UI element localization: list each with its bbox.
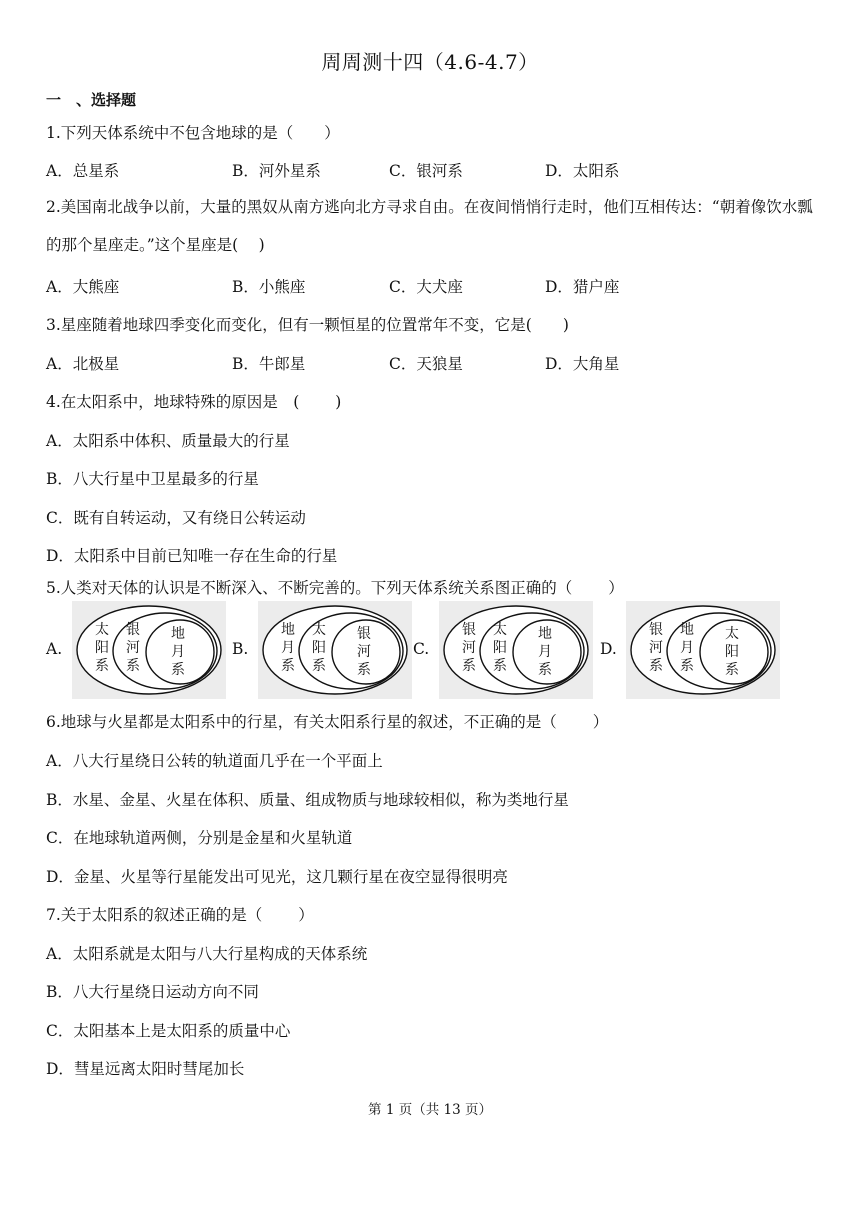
svg-text:太: 太 (493, 622, 507, 638)
svg-text:阳: 阳 (493, 640, 507, 656)
question-6-option-c: C．在地球轨道两侧，分别是金星和火星轨道 (46, 829, 353, 847)
diagram-d-outer-label (649, 622, 663, 674)
question-5-option-a: A. (46, 640, 63, 658)
question-1-option-a: A．总星系 (46, 162, 120, 180)
svg-text:系: 系 (312, 658, 326, 674)
diagram-c-middle-label (493, 621, 507, 674)
svg-text:地: 地 (680, 622, 694, 638)
diagram-d (626, 601, 780, 699)
question-5-stem: 5.人类对天体的认识是不断深入、不断完善的。下列天体系统关系图正确的（ ） (46, 579, 624, 597)
svg-text:阳: 阳 (95, 640, 109, 656)
svg-text:河: 河 (126, 640, 140, 656)
diagram-c-outer-label (462, 622, 476, 674)
question-6-option-d: D．金星、火星等行星能发出可见光，这几颗行星在夜空显得很明亮 (46, 868, 508, 886)
svg-text:系: 系 (680, 658, 694, 674)
question-2-stem: 2.美国南北战争以前，大量的黑奴从南方逃向北方寻求自由。在夜间悄悄行走时，他们互相传达：“朝着像饮水瓢的那个星座走。”这个星座是( ) (46, 198, 813, 254)
question-3-option-c: C．天狼星 (389, 355, 463, 373)
svg-text:银: 银 (357, 626, 371, 642)
question-5-option-d: D. (600, 640, 617, 658)
question-2-option-d: D．猎户座 (545, 278, 620, 296)
svg-text:地: 地 (281, 622, 295, 638)
svg-text:月: 月 (680, 640, 694, 656)
svg-text:阳: 阳 (725, 644, 739, 660)
svg-text:太: 太 (312, 622, 326, 638)
diagram-b-middle-label (312, 621, 326, 674)
svg-text:系: 系 (462, 658, 476, 674)
question-3-option-b: B．牛郎星 (232, 355, 306, 373)
diagram-d-inner-label (725, 625, 739, 678)
question-1-stem: 1.下列天体系统中不包含地球的是（ ） (46, 124, 340, 142)
svg-text:太: 太 (725, 626, 739, 642)
question-3-stem: 3.星座随着地球四季变化而变化，但有一颗恒星的位置常年不变，它是( ) (46, 316, 569, 334)
diagram-c (439, 601, 593, 699)
question-7-option-b: B．八大行星绕日运动方向不同 (46, 983, 259, 1001)
svg-text:银: 银 (649, 622, 663, 638)
question-4-option-a: A．太阳系中体积、质量最大的行星 (46, 432, 290, 450)
diagram-a-middle-label (126, 622, 140, 674)
svg-text:系: 系 (95, 658, 109, 674)
diagram-c-inner-label (538, 625, 552, 678)
page-footer: 第 1 页（共 13 页） (368, 1102, 492, 1118)
svg-text:系: 系 (126, 658, 140, 674)
svg-text:河: 河 (462, 640, 476, 656)
diagram-b (258, 601, 412, 699)
svg-text:太: 太 (95, 622, 109, 638)
question-1-option-b: B．河外星系 (232, 162, 321, 180)
svg-text:地: 地 (538, 626, 552, 642)
svg-text:河: 河 (649, 640, 663, 656)
question-7-option-d: D．彗星远离太阳时彗尾加长 (46, 1060, 245, 1078)
question-4-option-c: C．既有自转运动，又有绕日公转运动 (46, 509, 306, 527)
svg-text:月: 月 (538, 644, 552, 660)
question-1-option-d: D．太阳系 (545, 162, 620, 180)
diagram-a-outer-label (95, 621, 109, 674)
svg-text:月: 月 (281, 640, 295, 656)
diagram-b-inner-label (357, 626, 371, 678)
question-7-option-a: A．太阳系就是太阳与八大行星构成的天体系统 (46, 945, 368, 963)
question-6-stem: 6.地球与火星都是太阳系中的行星，有关太阳系行星的叙述，不正确的是（ ） (46, 713, 609, 731)
svg-text:系: 系 (493, 658, 507, 674)
question-4-option-d: D．太阳系中目前已知唯一存在生命的行星 (46, 547, 338, 565)
question-5-option-c: C. (413, 640, 430, 658)
question-6-option-a: A．八大行星绕日公转的轨道面几乎在一个平面上 (46, 752, 383, 770)
svg-text:银: 银 (462, 622, 476, 638)
diagram-d-middle-label (680, 621, 694, 674)
section-heading: 一 、选择题 (46, 91, 137, 109)
question-5-option-b: B. (232, 640, 249, 658)
svg-text:系: 系 (281, 658, 295, 674)
diagram-a (72, 601, 226, 699)
question-2-option-a: A．大熊座 (46, 278, 120, 296)
svg-text:河: 河 (357, 644, 371, 660)
question-6-option-b: B．水星、金星、火星在体积、质量、组成物质与地球较相似，称为类地行星 (46, 791, 569, 809)
question-3-option-d: D．大角星 (545, 355, 620, 373)
svg-text:系: 系 (538, 662, 552, 678)
question-2-option-b: B．小熊座 (232, 278, 306, 296)
svg-text:月: 月 (171, 644, 185, 660)
question-3-option-a: A．北极星 (46, 355, 120, 373)
question-1-option-c: C．银河系 (389, 162, 463, 180)
question-4-stem: 4.在太阳系中，地球特殊的原因是 ( ) (46, 393, 342, 411)
svg-text:系: 系 (171, 662, 185, 678)
svg-text:系: 系 (725, 662, 739, 678)
svg-text:系: 系 (649, 658, 663, 674)
svg-text:银: 银 (126, 622, 140, 638)
diagram-a-inner-label (171, 625, 185, 678)
svg-text:地: 地 (171, 626, 185, 642)
svg-text:阳: 阳 (312, 640, 326, 656)
question-2-option-c: C．大犬座 (389, 278, 463, 296)
question-7-stem: 7.关于太阳系的叙述正确的是（ ） (46, 906, 314, 924)
question-7-option-c: C．太阳基本上是太阳系的质量中心 (46, 1022, 291, 1040)
page-title: 周周测十四（4.6-4.7） (321, 50, 539, 74)
question-4-option-b: B．八大行星中卫星最多的行星 (46, 470, 259, 488)
svg-text:系: 系 (357, 662, 371, 678)
diagram-b-outer-label (281, 621, 295, 674)
